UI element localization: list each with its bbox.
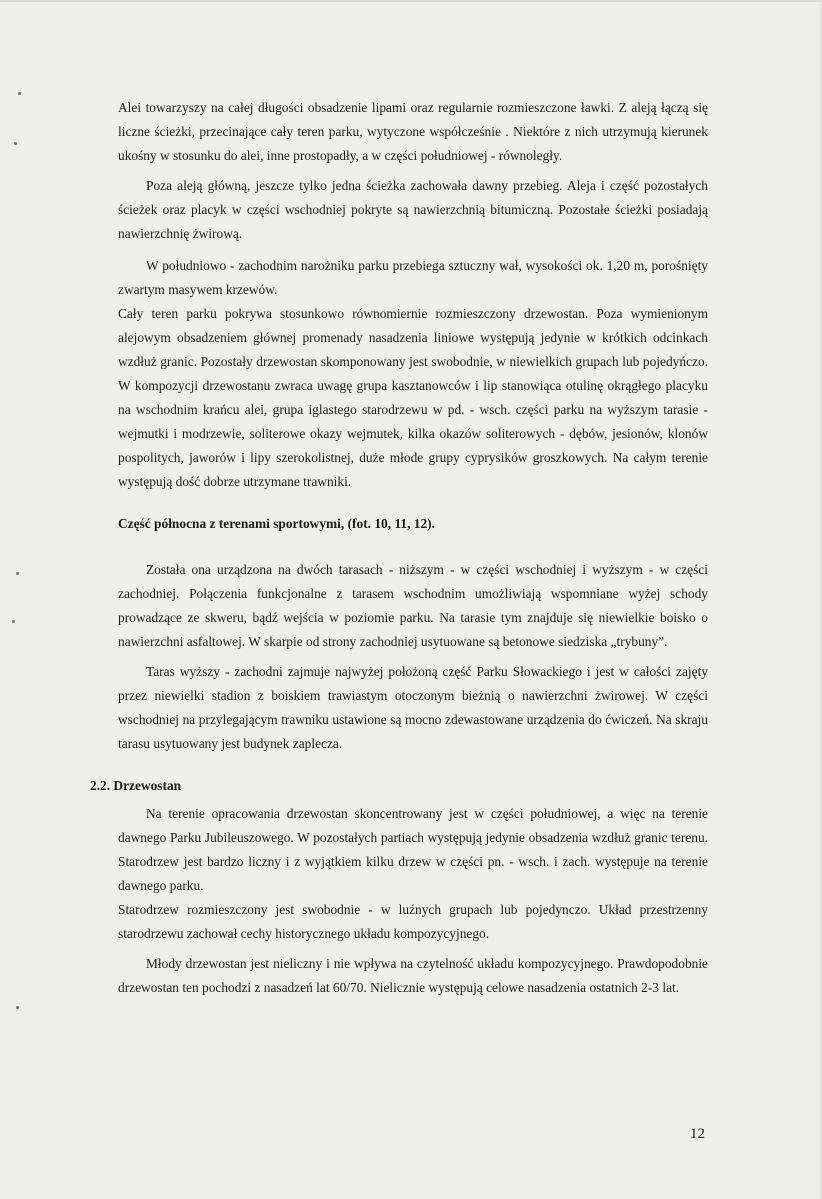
paragraph: Alei towarzyszy na całej długości obsadzenie lipami oraz regularnie rozmieszczone ławki. Z aleją łączą się liczne ścieżki, przecinające cały teren parku, wytyczone współcześnie . Niektóre z nich utrzymują kierunek ukośny w stosunku do alei, inne prostopadły, a w części południowej - równoległy. [118, 100, 708, 163]
paragraph: Poza aleją główną, jeszcze tylko jedna ścieżka zachowała dawny przebieg. Aleja i część pozostałych ścieżek oraz placyk w części wschodniej pokryte są nawierzchnią bitumiczną. Pozostałe ścieżki posiadają nawierzchnię żwirową. [118, 178, 708, 241]
punch-hole-mark [16, 1006, 19, 1009]
paragraph: Na terenie opracowania drzewostan skoncentrowany jest w części południowej, a więc na terenie dawnego Parku Jubileuszowego. W pozostałych partiach występują jedynie obsadzenia wzdłuż granic terenu. Starodrzew jest bardzo liczny i z wyjątkiem kilku drzew w części pn. - wsch. i zach. występuje na terenie dawnego parku. [118, 806, 708, 893]
page-number: 12 [690, 1126, 705, 1142]
paragraph: Młody drzewostan jest nieliczny i nie wpływa na czytelność układu kompozycyjnego. Prawdopodobnie drzewostan ten pochodzi z nasadzeń lat 60/70. Nielicznie występują celowe nasadzenia ostatnich 2-3 lat. [118, 956, 708, 995]
punch-hole-mark [18, 92, 21, 95]
paragraph: Taras wyższy - zachodni zajmuje najwyżej położoną część Parku Słowackiego i jest w całości zajęty przez niewielki stadion z boiskiem trawiastym otoczonym bieżnią o nawierzchni żwirowej. W części wschodniej na przylegającym trawniku ustawione są mocno zdewastowane urządzenia do ćwiczeń. Na skraju tarasu usytuowany jest budynek zaplecza. [118, 664, 708, 751]
body-text [90, 96, 708, 1008]
paragraph: Cały teren parku pokrywa stosunkowo równomiernie rozmieszczony drzewostan. Poza wymienionym alejowym obsadzeniem głównej promenady nasadzenia liniowe występują jedynie w krótkich odcinkach wzdłuż granic. Pozostały drzewostan skomponowany jest swobodnie, w niewielkich grupach lub pojedyńczo. W kompozycji drzewostanu zwraca uwagę grupa kasztanowców i lip stanowiąca otulinę okrągłego placyku na wschodnim krańcu alei, grupa iglastego starodrzewu w pd. - wsch. części parku na wyższym tarasie - wejmutki i modrzewie, soliterowe okazy wejmutek, kilka okazów soliterowych - dębów, jesionów, klonów pospolitych, jaworów i lipy szerokolistnej, duże młode grupy cyprysików groszkowych. Na całym terenie występują dość dobrze utrzymane trawniki. [118, 306, 708, 489]
paragraph: W południowo - zachodnim narożniku parku przebiega sztuczny wał, wysokości ok. 1,20 m, porośnięty zwartym masywem krzewów. [118, 258, 708, 297]
section-heading: 2.2. Drzewostan [90, 778, 182, 793]
scan-top-edge [0, 0, 822, 2]
punch-hole-mark [12, 620, 15, 623]
paragraph: Została ona urządzona na dwóch tarasach - niższym - w części wschodniej i wyższym - w części zachodniej. Połączenia funkcjonalne z tarasem wschodnim umożliwiają wspomniane wyżej schody prowadzące ze skweru, bądź wejścia w poziomie parku. Na tarasie tym znajduje się niewielkie boisko o nawierzchni asfaltowej. W skarpie od strony zachodniej usytuowane są betonowe siedziska „trybuny”. [118, 562, 708, 649]
paragraph: Starodrzew rozmieszczony jest swobodnie - w luźnych grupach lub pojedynczo. Układ przestrzenny starodrzewu zachował cechy historycznego układu kompozycyjnego. [118, 902, 708, 941]
section-subheading: Część północna z terenami sportowymi, (fot. 10, 11, 12). [118, 516, 435, 531]
punch-hole-mark [14, 142, 17, 145]
punch-hole-mark [16, 572, 19, 575]
